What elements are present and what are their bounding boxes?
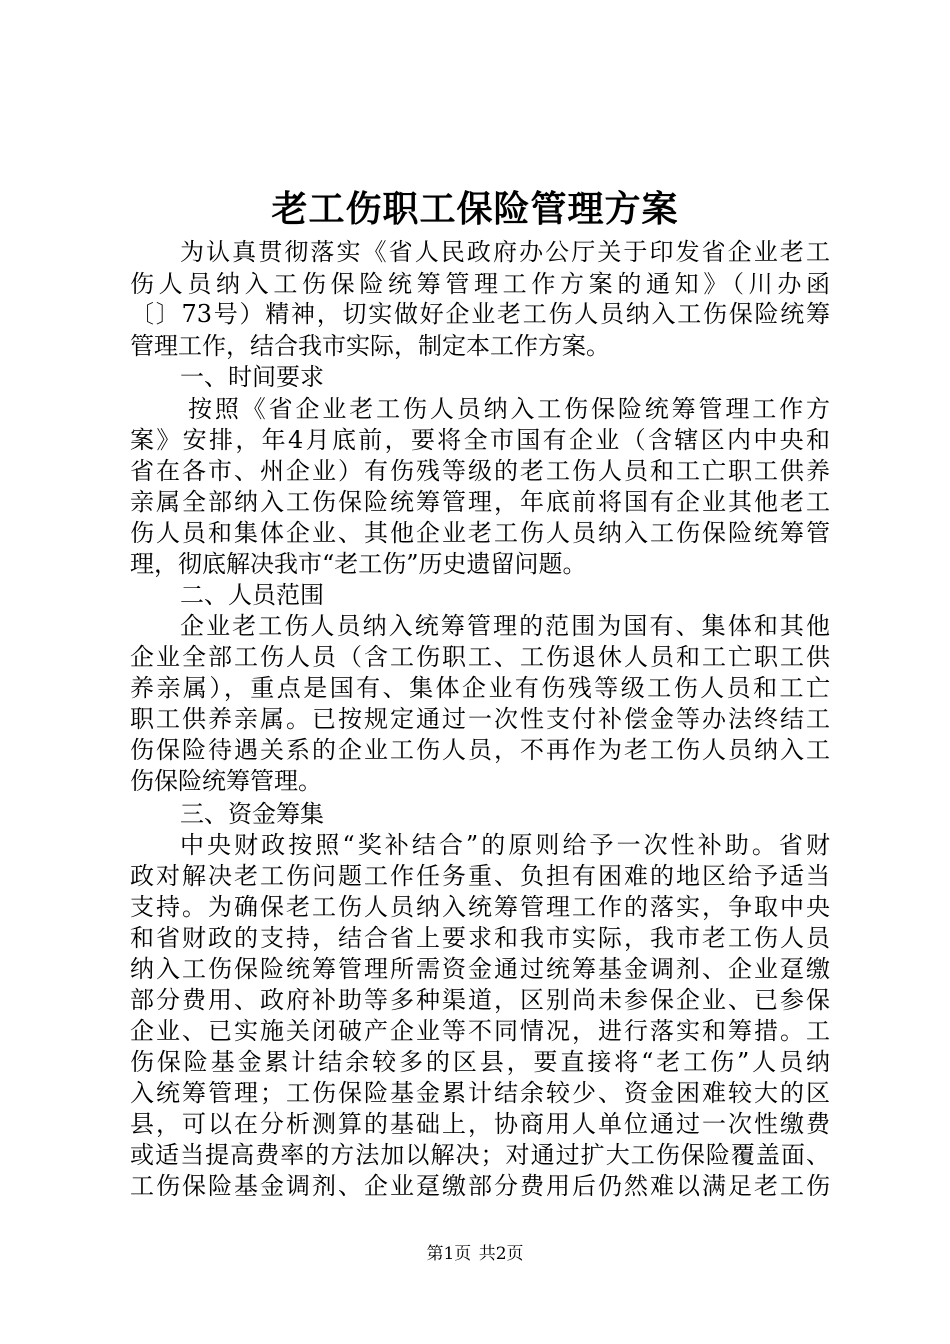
paragraph-line: 和省财政的支持，结合省上要求和我市实际，我市老工伤人员 <box>130 924 830 952</box>
paragraph-line: 中央财政按照“奖补结合”的原则给予一次性补助。省财 <box>180 831 830 859</box>
page-footer: 第1页 共2页 <box>426 1244 524 1264</box>
paragraph-line: 政对解决老工伤问题工作任务重、负担有困难的地区给予适当 <box>130 862 830 890</box>
paragraph-line: 案》安排，年4月底前，要将全市国有企业（含辖区内中央和 <box>130 426 830 454</box>
paragraph-line: 支持。为确保老工伤人员纳入统筹管理工作的落实，争取中央 <box>130 893 830 921</box>
paragraph-line: 企业老工伤人员纳入统筹管理的范围为国有、集体和其他 <box>180 612 830 640</box>
paragraph-line: 企业全部工伤人员（含工伤职工、工伤退休人员和工亡职工供 <box>130 643 830 671</box>
paragraph-line: 伤保险基金累计结余较多的区县，要直接将“老工伤”人员纳 <box>130 1048 830 1076</box>
paragraph-line: 伤保险待遇关系的企业工伤人员，不再作为老工伤人员纳入工 <box>130 736 830 764</box>
paragraph-line: 理，彻底解决我市“老工伤”历史遗留问题。 <box>130 550 587 578</box>
paragraph-line: 伤人员纳入工伤保险统筹管理工作方案的通知》（川办函 <box>130 270 830 298</box>
paragraph-line: 伤人员和集体企业、其他企业老工伤人员纳入工伤保险统筹管 <box>130 519 830 547</box>
paragraph-line: 省在各市、州企业）有伤残等级的老工伤人员和工亡职工供养 <box>130 457 830 485</box>
section-heading: 一、时间要求 <box>180 363 324 391</box>
paragraph-line: 入统筹管理；工伤保险基金累计结余较少、资金困难较大的区 <box>130 1079 830 1107</box>
paragraph-line: 伤保险统筹管理。 <box>130 767 322 795</box>
paragraph-line: 企业、已实施关闭破产企业等不同情况，进行落实和筹措。工 <box>130 1017 830 1045</box>
paragraph-line: 职工供养亲属。已按规定通过一次性支付补偿金等办法终结工 <box>130 705 830 733</box>
paragraph-line: 或适当提高费率的方法加以解决；对通过扩大工伤保险覆盖面、 <box>130 1141 830 1169</box>
paragraph-line: 部分费用、政府补助等多种渠道，区别尚未参保企业、已参保 <box>130 986 830 1014</box>
paragraph-line: 县，可以在分析测算的基础上，协商用人单位通过一次性缴费 <box>130 1110 830 1138</box>
paragraph-line: 〔〕73号）精神，切实做好企业老工伤人员纳入工伤保险统筹 <box>130 300 830 328</box>
document-title: 老工伤职工保险管理方案 <box>271 188 679 230</box>
paragraph-line: 按照《省企业老工伤人员纳入工伤保险统筹管理工作方 <box>188 395 830 423</box>
paragraph-line: 为认真贯彻落实《省人民政府办公厅关于印发省企业老工 <box>180 238 830 266</box>
section-heading: 三、资金筹集 <box>180 800 324 828</box>
paragraph-line: 纳入工伤保险统筹管理所需资金通过统筹基金调剂、企业趸缴 <box>130 955 830 983</box>
paragraph-line: 管理工作，结合我市实际，制定本工作方案。 <box>130 332 610 360</box>
paragraph-line: 养亲属），重点是国有、集体企业有伤残等级工伤人员和工亡 <box>130 674 830 702</box>
paragraph-line: 亲属全部纳入工伤保险统筹管理，年底前将国有企业其他老工 <box>130 488 830 516</box>
section-heading: 二、人员范围 <box>180 581 324 609</box>
paragraph-line: 工伤保险基金调剂、企业趸缴部分费用后仍然难以满足老工伤 <box>130 1172 830 1200</box>
